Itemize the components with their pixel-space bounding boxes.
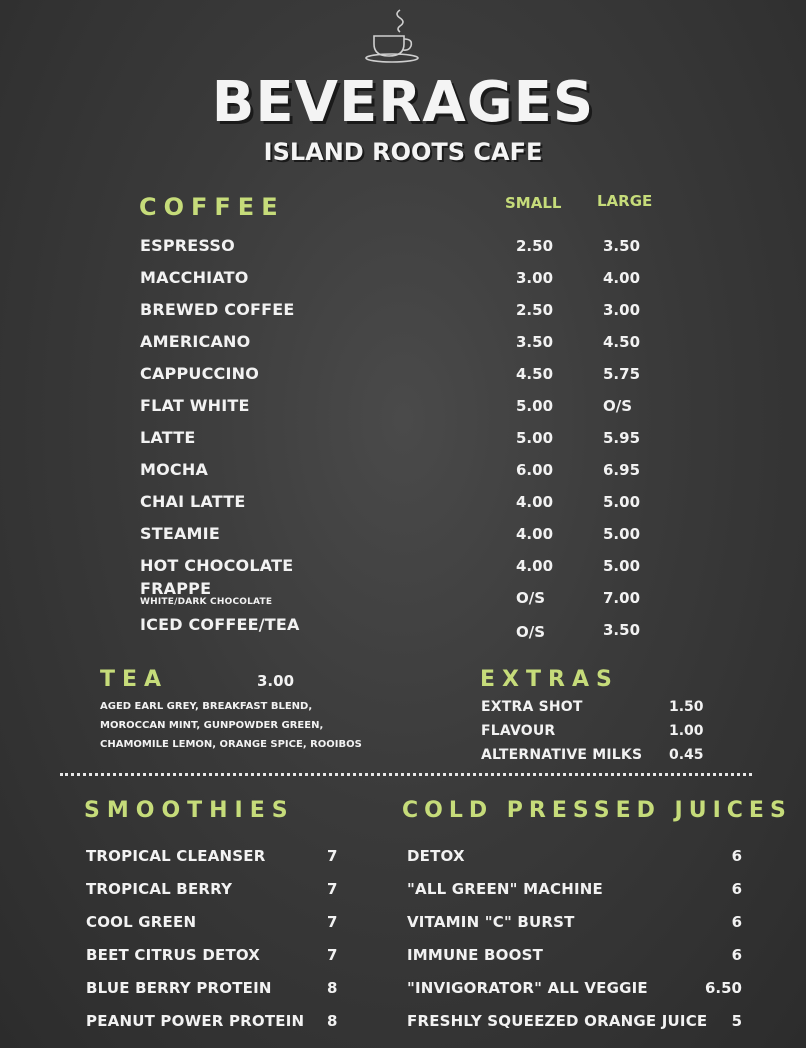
smoothie-item-price: 7 [327,847,338,865]
page-subtitle: ISLAND ROOTS CAFE [263,138,543,166]
section-divider [60,773,752,776]
smoothie-item-name: BLUE BERRY PROTEIN [86,979,272,997]
coffee-price-large: 5.95 [603,429,641,447]
coffee-price-large: 3.00 [603,301,641,319]
coffee-item-name: ESPRESSO [140,236,235,255]
coffee-price-small: O/S [516,623,546,641]
coffee-price-small: 3.50 [516,333,554,351]
coffee-item-name [140,581,272,607]
smoothie-item-name: PEANUT POWER PROTEIN [86,1012,305,1030]
tea-description: AGED EARL GREY, BREAKFAST BLEND, MOROCCAN MINT, GUNPOWDER GREEN, CHAMOMILE LEMON, ORANGE SPICE, ROOIBOS [100,701,362,750]
juice-item-name: DETOX [407,847,465,865]
coffee-price-small: 4.00 [516,525,554,543]
coffee-item-name: ICED COFFEE/TEA [140,615,300,634]
smoothie-item-price: 7 [327,946,338,964]
juice-item-name: "ALL GREEN" MACHINE [407,880,603,898]
coffee-price-large: 4.50 [603,333,641,351]
tea-heading: TEA [100,667,169,692]
coffee-price-large: 5.00 [603,493,641,511]
juice-item-price: 5 [731,1012,742,1030]
size-large-label: LARGE [597,192,653,210]
coffee-price-small: 6.00 [516,461,554,479]
coffee-price-large: 3.50 [603,237,641,255]
coffee-item-name: CHAI LATTE [140,492,246,511]
coffee-heading: COFFEE [139,193,285,221]
coffee-item-name: STEAMIE [140,524,220,543]
coffee-price-small: 3.00 [516,269,554,287]
smoothie-item-price: 8 [327,1012,338,1030]
size-small-label: SMALL [505,194,562,212]
coffee-price-large: 3.50 [603,621,641,639]
smoothie-item-name: BEET CITRUS DETOX [86,946,261,964]
page-title: BEVERAGES [211,70,595,135]
coffee-price-small: 5.00 [516,429,554,447]
juices-heading: COLD PRESSED JUICES [402,798,792,823]
coffee-price-small: 4.00 [516,557,554,575]
smoothie-item-price: 7 [327,880,338,898]
coffee-price-large: 5.00 [603,557,641,575]
juice-item-price: 6 [731,913,742,931]
smoothie-item-name: TROPICAL CLEANSER [86,847,266,865]
juice-item-name: VITAMIN "C" BURST [407,913,575,931]
extras-item-price: 1.00 [669,723,704,739]
extras-heading: EXTRAS [480,667,619,692]
extras-item-price: 1.50 [669,699,704,715]
coffee-item-note: WHITE/DARK CHOCOLATE [140,597,273,607]
coffee-item-name: AMERICANO [140,332,251,351]
extras-item-price: 0.45 [669,747,704,763]
coffee-price-small: O/S [516,589,546,607]
coffee-price-large: 5.75 [603,365,641,383]
juice-item-name: FRESHLY SQUEEZED ORANGE JUICE [407,1012,708,1030]
coffee-price-small: 5.00 [516,397,554,415]
coffee-price-small: 4.00 [516,493,554,511]
smoothies-heading: SMOOTHIES [84,798,295,823]
coffee-price-small: 2.50 [516,301,554,319]
coffee-price-small: 2.50 [516,237,554,255]
coffee-item-name: FLAT WHITE [140,396,250,415]
coffee-price-large: 6.95 [603,461,641,479]
coffee-item-name: LATTE [140,428,196,447]
extras-item-name: ALTERNATIVE MILKS [481,747,643,763]
smoothie-item-price: 7 [327,913,338,931]
coffee-price-small: 4.50 [516,365,554,383]
smoothie-item-name: COOL GREEN [86,913,197,931]
coffee-item-name: CAPPUCCINO [140,364,259,383]
coffee-price-large: 4.00 [603,269,641,287]
coffee-item-name: BREWED COFFEE [140,300,295,319]
coffee-item-name: HOT CHOCOLATE [140,556,294,575]
coffee-cup-icon [364,4,428,66]
coffee-price-large: 5.00 [603,525,641,543]
juice-item-price: 6 [731,946,742,964]
coffee-price-large: 7.00 [603,589,641,607]
coffee-item-name-text: FRAPPE [140,579,212,598]
juice-item-name: IMMUNE BOOST [407,946,544,964]
tea-price: 3.00 [257,672,295,690]
juice-item-name: "INVIGORATOR" ALL VEGGIE [407,979,648,997]
juice-item-price: 6.50 [704,979,742,997]
coffee-price-large: O/S [603,397,633,415]
juice-item-price: 6 [731,880,742,898]
coffee-item-name: MOCHA [140,460,209,479]
smoothie-item-name: TROPICAL BERRY [86,880,233,898]
smoothie-item-price: 8 [327,979,338,997]
extras-item-name: FLAVOUR [481,723,556,739]
coffee-item-name: MACCHIATO [140,268,249,287]
juice-item-price: 6 [731,847,742,865]
extras-item-name: EXTRA SHOT [481,699,583,715]
